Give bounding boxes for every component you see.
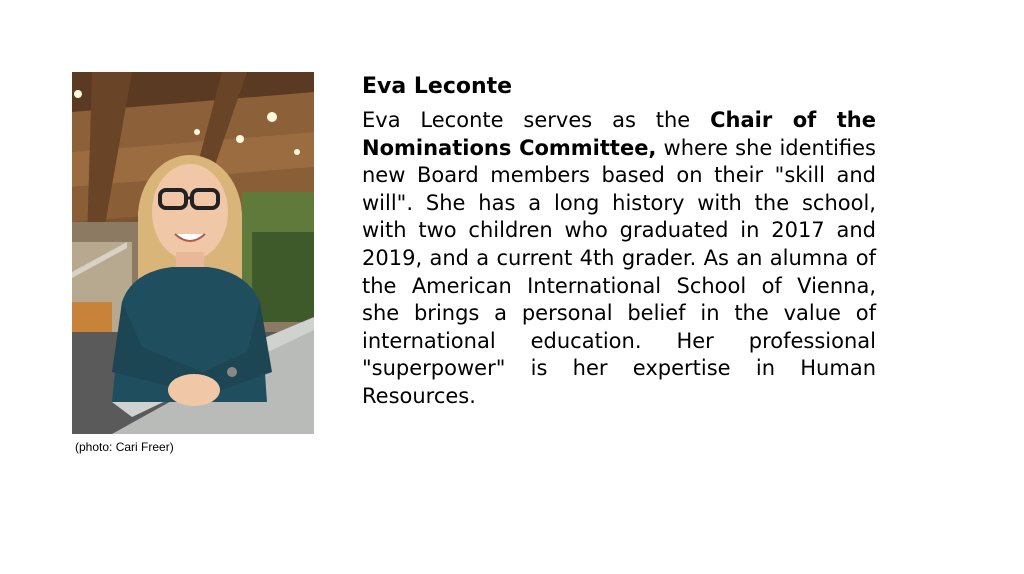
photo-caption: (photo: Cari Freer): [75, 440, 174, 454]
bio-text-rest: where she identifies new Board members based on their "skill and will". She has a long history with the school, with two children who graduated in 2017 and 2019, and a current 4th grader. As an alumna of the American International School of Vienna, she brings a personal belief in the value of international education. Her professional "superpower" is her expertise in Human Resources.: [362, 135, 876, 408]
person-name: Eva Leconte: [362, 74, 513, 99]
bio-role-emphasis: Chair of the Nominations Committee,: [362, 108, 876, 160]
bio-text-start: Eva Leconte serves as the: [362, 108, 711, 132]
portrait-photo: [72, 72, 314, 434]
bio-paragraph: [362, 107, 876, 411]
